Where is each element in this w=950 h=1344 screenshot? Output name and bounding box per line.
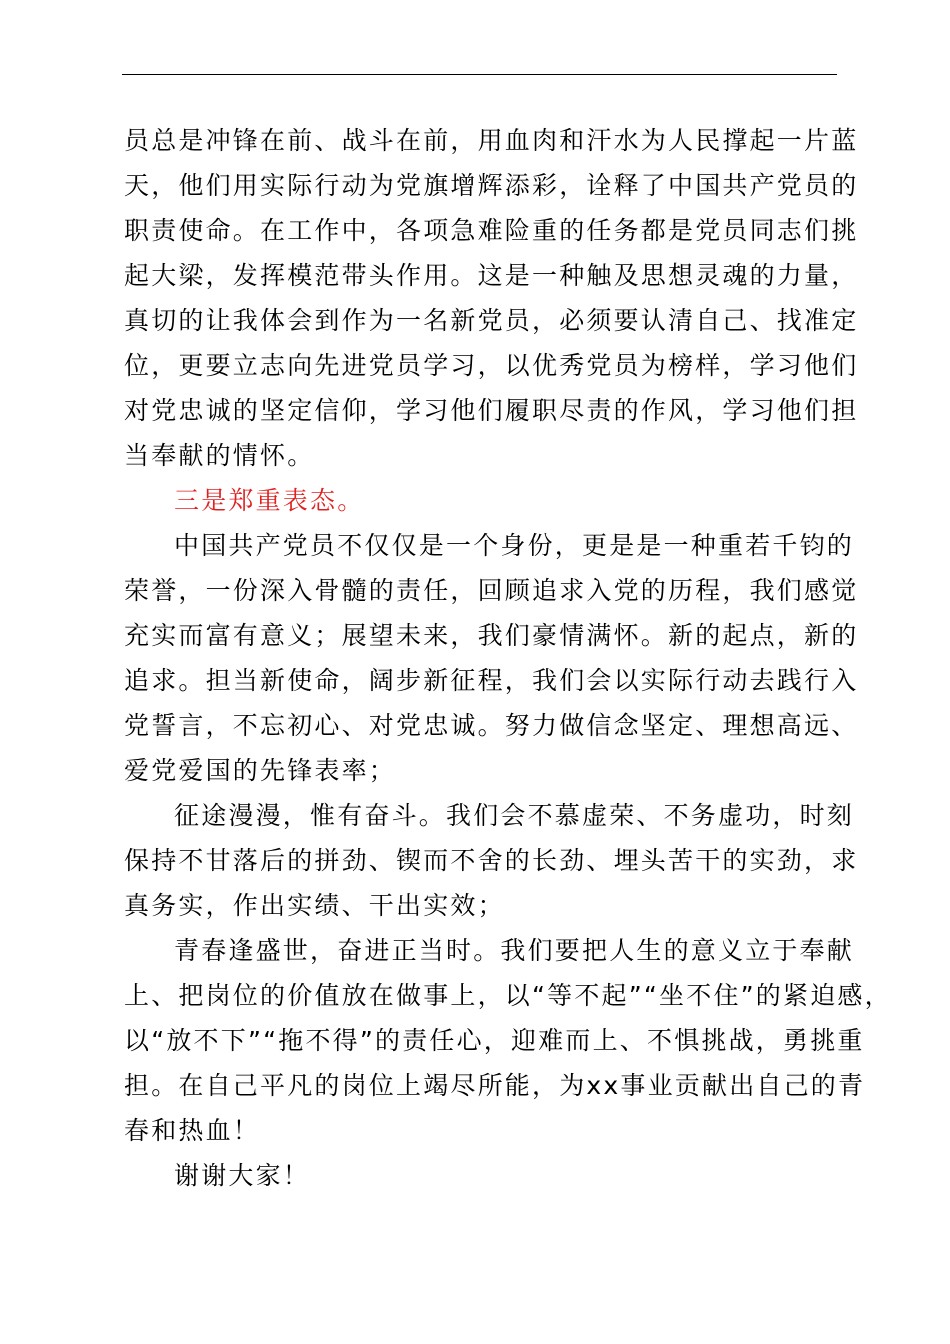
document-body [124, 118, 892, 1198]
text-line: 青春逢盛世，奋进正当时。我们要把人生的意义立于奉献 [174, 936, 855, 965]
text-line: 真切的让我体会到作为一名新党员，必须要认清自己、找准定 [124, 306, 859, 335]
header-rule [122, 74, 837, 75]
text-line: 追求。担当新使命，阔步新征程，我们会以实际行动去践行入 [124, 666, 859, 695]
closing-line: 谢谢大家！ [174, 1161, 311, 1190]
text-line: 以“放不下”“拖不得”的责任心，迎难而上、不惧挑战，勇挑重 [124, 1026, 865, 1055]
text-line: 担。在自己平凡的岗位上竭尽所能，为xx事业贡献出自己的青 [124, 1071, 866, 1100]
paragraph-3 [124, 793, 859, 928]
text-line: 中国共产党员不仅仅是一个身份，更是是一种重若千钧的 [174, 531, 855, 560]
text-line: 起大梁，发挥模范带头作用。这是一种触及思想灵魂的力量， [124, 261, 859, 290]
text-line: 对党忠诚的坚定信仰，学习他们履职尽责的作风，学习他们担 [124, 396, 859, 425]
text-line: 当奉献的情怀。 [124, 441, 315, 470]
text-line: 荣誉，一份深入骨髓的责任，回顾追求入党的历程，我们感觉 [124, 576, 859, 605]
text-line: 天，他们用实际行动为党旗增辉添彩，诠释了中国共产党员的 [124, 171, 859, 200]
text-line: 员总是冲锋在前、战斗在前，用血肉和汗水为人民撑起一片蓝 [124, 126, 859, 155]
text-line: 征途漫漫，惟有奋斗。我们会不慕虚荣、不务虚功，时刻 [174, 801, 855, 830]
text-line: 充实而富有意义；展望未来，我们豪情满怀。新的起点，新的 [124, 621, 859, 650]
paragraph-2 [124, 523, 859, 793]
paragraph-4 [124, 928, 892, 1153]
text-line: 上、把岗位的价值放在做事上，以“等不起”“坐不住”的紧迫感， [124, 981, 892, 1010]
text-line: 保持不甘落后的拼劲、锲而不舍的长劲、埋头苦干的实劲，求 [124, 846, 859, 875]
text-line: 春和热血！ [124, 1116, 261, 1145]
text-line: 党誓言，不忘初心、对党忠诚。努力做信念坚定、理想高远、 [124, 711, 859, 740]
text-line: 爱党爱国的先锋表率； [124, 756, 397, 785]
text-line: 职责使命。在工作中，各项急难险重的任务都是党员同志们挑 [124, 216, 859, 245]
text-line: 位，更要立志向先进党员学习，以优秀党员为榜样，学习他们 [124, 351, 859, 380]
text-line: 真务实，作出实绩、干出实效； [124, 891, 505, 920]
paragraph-1 [124, 118, 859, 478]
section-heading: 三是郑重表态。 [174, 486, 365, 515]
